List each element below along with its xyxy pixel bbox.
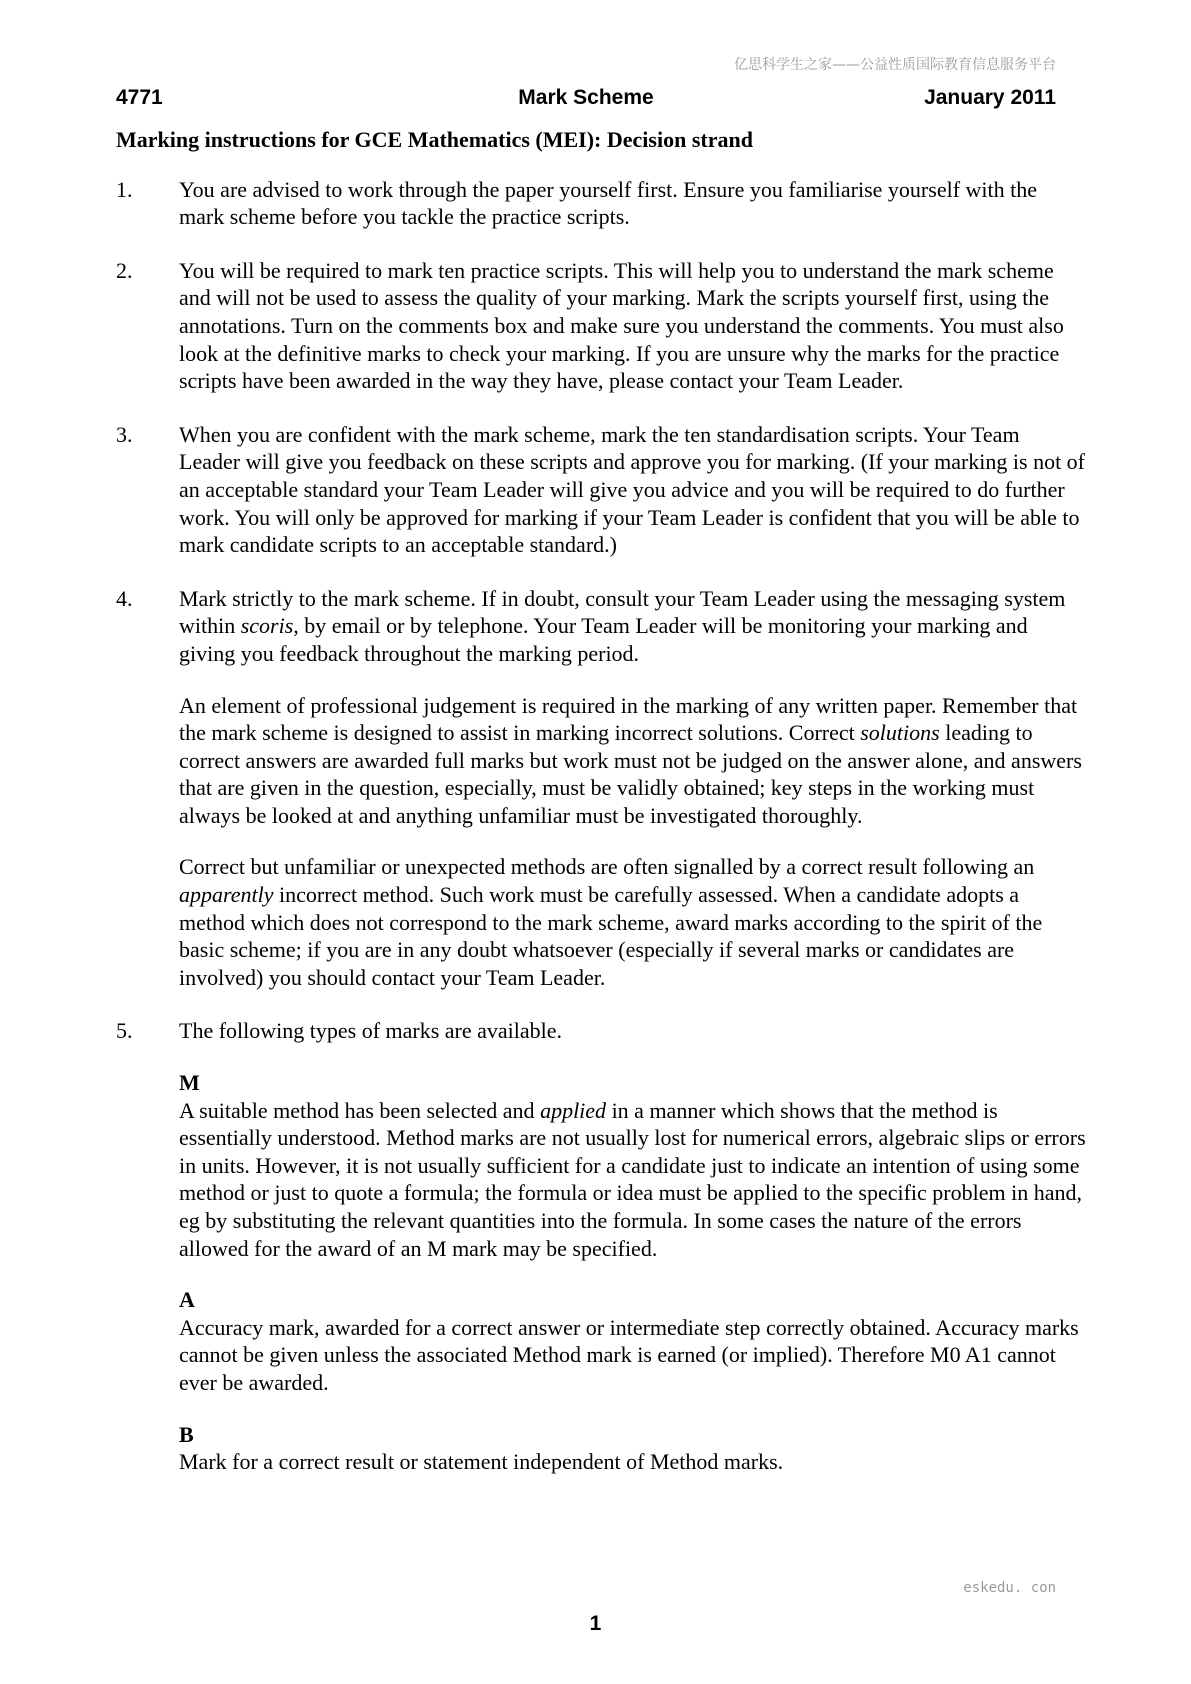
- mark-type-text: Mark for a correct result or statement independent of Method marks.: [179, 1449, 784, 1475]
- item-paragraph-2: [179, 692, 1086, 830]
- mark-type-heading: B: [179, 1421, 194, 1447]
- mark-type-heading: M: [179, 1070, 200, 1096]
- text-run: leading to correct answers are awarded full marks but work must not be judged on the answer alone, and answers that are given in the question, especially, must be validly obtained; key steps in the working must always be looked at and anything unfamiliar must be investigated thoroughly.: [179, 720, 1082, 828]
- watermark-footer: eskedu. con: [963, 1580, 1056, 1596]
- instruction-item-2: [116, 257, 1086, 395]
- text-run: incorrect method. Such work must be carefully assessed. When a candidate adopts a method which does not correspond to the mark scheme, award marks according to the spirit of the basic scheme; if you are in any doubt whatsoever (especially if several marks or candidates are involved) you should contact your Team Leader.: [179, 882, 1043, 990]
- item-number: 5.: [116, 1018, 133, 1044]
- text-run: in a manner which shows that the method is essentially understood. Method marks are not usually lost for numerical errors, algebraic slips or errors in units. However, it is not usually sufficient for a candidate just to indicate an intention of using some method or just to quote a formula; the formula or idea must be applied to the specific problem in hand, eg by substituting the relevant quantities into the formula. In some cases the nature of the errors allowed for the award of an M mark may be specified.: [179, 1097, 1086, 1261]
- header-title: Mark Scheme: [518, 86, 654, 109]
- item-number: 3.: [116, 421, 133, 447]
- emphasis-text: solutions: [860, 720, 940, 746]
- emphasis-text: applied: [540, 1097, 607, 1123]
- item-text: You will be required to mark ten practice scripts. This will help you to understand the mark scheme and will not be used to assess the quality of your marking. Mark the scripts yourself first, using the annotations. Turn on the comments box and make sure you understand the comments. You must also look at the definitive marks to check your marking. If you are unsure why the marks for the practice scripts have been awarded in the way they have, please contact your Team Leader.: [179, 257, 1064, 394]
- instruction-item-4: [116, 585, 1086, 992]
- item-paragraph-3: [179, 853, 1086, 991]
- text-run: An element of professional judgement is required in the marking of any written paper. Remember that the mark scheme is designed to assist in marking incorrect solutions. Correct: [179, 692, 1078, 746]
- paper-code: 4771: [116, 86, 163, 109]
- document-title: Marking instructions for GCE Mathematics (MEI): Decision strand: [116, 127, 753, 152]
- instruction-item-1: [116, 176, 1086, 231]
- text-run: A suitable method has been selected and: [179, 1097, 541, 1123]
- item-text: You are advised to work through the paper yourself first. Ensure you familiarise yourself with the mark scheme before you tackle the practice scripts.: [179, 176, 1038, 230]
- item-number: 2.: [116, 257, 133, 283]
- mark-type-heading: A: [179, 1287, 195, 1313]
- item-text: When you are confident with the mark scheme, mark the ten standardisation scripts. Your Team Leader will give you feedback on these scripts and approve you for marking. (If your marking is not of an acceptable standard your Team Leader will give you advice and you will be required to do further work. You will only be approved for marking if your Team Leader is confident that you will be able to mark candidate scripts to an acceptable standard.): [179, 421, 1086, 558]
- text-run: Correct but unfamiliar or unexpected methods are often signalled by a correct result following an: [179, 854, 1035, 880]
- emphasis-text: apparently: [179, 882, 274, 908]
- item-number: 4.: [116, 585, 133, 611]
- item-text: The following types of marks are available.: [179, 1018, 563, 1044]
- text-run: Mark strictly to the mark scheme. If in doubt, consult your Team Leader using the messaging system within: [179, 585, 1066, 639]
- instruction-item-3: [116, 421, 1086, 559]
- mark-type-b: [179, 1421, 1086, 1476]
- mark-type-m: [179, 1069, 1086, 1262]
- document-body: [116, 126, 1086, 1502]
- header-date: January 2011: [924, 86, 1056, 109]
- mark-type-a: [179, 1286, 1086, 1396]
- emphasis-text: scoris: [240, 613, 294, 639]
- page-header: [116, 86, 1056, 116]
- watermark-top: 亿思科学生之家——公益性质国际教育信息服务平台: [734, 57, 1056, 73]
- instruction-item-5: [116, 1017, 1086, 1475]
- mark-type-text: Accuracy mark, awarded for a correct answer or intermediate step correctly obtained. Accuracy marks cannot be given unless the associated Method mark is earned (or implied). Therefore M0 A1 cannot ever be awarded.: [179, 1314, 1079, 1395]
- item-number: 1.: [116, 176, 133, 202]
- text-run: , by email or by telephone. Your Team Leader will be monitoring your marking and giving you feedback throughout the marking period.: [179, 613, 1028, 666]
- item-paragraph-1: [179, 585, 1086, 668]
- page-number: 1: [589, 1612, 602, 1635]
